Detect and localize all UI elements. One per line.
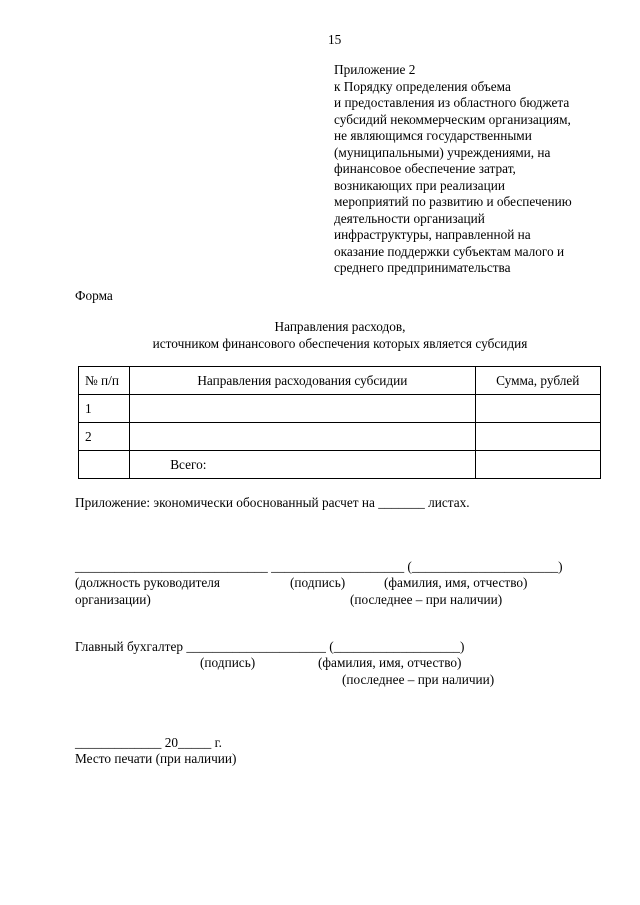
total-number	[79, 451, 130, 479]
total-amount	[475, 451, 601, 479]
appendix-line: субсидий некоммерческим организациям,	[334, 111, 571, 127]
attachment-line: Приложение: экономически обоснованный расчет на _______ листах.	[75, 495, 470, 510]
expenses-table	[78, 366, 601, 479]
appendix-line: и предоставления из областного бюджета	[334, 95, 570, 110]
appendix-line: (муниципальными) учреждениями, на	[334, 144, 551, 160]
accountant-caption-sign: (подпись)	[200, 655, 256, 670]
row-amount	[475, 423, 601, 451]
row-number: 2	[79, 423, 130, 451]
signature-caption-sign: (подпись)	[290, 575, 346, 590]
row-direction	[130, 395, 475, 423]
appendix-line: не являющимся государственными	[334, 128, 532, 143]
row-amount	[475, 395, 601, 423]
table-row	[79, 423, 601, 451]
appendix-line: мероприятий по развитию и обеспечению	[334, 194, 572, 209]
appendix-line: среднего предпринимательства	[334, 260, 511, 275]
appendix-line: деятельности организаций	[334, 210, 485, 226]
accountant-line: Главный бухгалтер _____________________ (___________________)	[75, 639, 465, 654]
page-number: 15	[328, 32, 342, 47]
accountant-caption-note: (последнее – при наличии)	[342, 672, 495, 687]
signature-caption-position: (должность руководителя	[75, 575, 221, 590]
table-total-row	[79, 451, 601, 479]
row-direction	[130, 423, 475, 451]
signature-caption-note: (последнее – при наличии)	[350, 592, 503, 607]
table-header-row	[79, 367, 601, 395]
stamp-line: Место печати (при наличии)	[75, 751, 237, 766]
table-row	[79, 395, 601, 423]
title-line-1: Направления расходов,	[274, 319, 406, 334]
appendix-line: инфраструктуры, направленной на	[334, 227, 531, 242]
total-label: Всего:	[130, 451, 475, 479]
signature-caption-name: (фамилия, имя, отчество)	[384, 575, 528, 590]
signature-caption-org: организации)	[75, 592, 151, 607]
signature-line: _____________________________ ____________________ (______________________)	[75, 559, 563, 574]
appendix-line: возникающих при реализации	[334, 177, 505, 193]
header-amount: Сумма, рублей	[475, 367, 601, 395]
row-number: 1	[79, 395, 130, 423]
date-line: _____________ 20_____ г.	[75, 735, 222, 750]
appendix-line: к Порядку определения объема	[334, 78, 511, 94]
accountant-caption-name: (фамилия, имя, отчество)	[318, 655, 462, 670]
header-number: № п/п	[79, 367, 130, 395]
appendix-line: Приложение 2	[334, 62, 416, 77]
title-line-2: источником финансового обеспечения которых является субсидия	[152, 336, 528, 351]
appendix-line: финансовое обеспечение затрат,	[334, 161, 516, 176]
appendix-header	[334, 62, 572, 277]
header-direction: Направления расходования субсидии	[130, 367, 475, 395]
form-title	[75, 318, 605, 352]
form-label: Форма	[75, 288, 113, 303]
appendix-line: оказание поддержки субъектам малого и	[334, 243, 565, 259]
